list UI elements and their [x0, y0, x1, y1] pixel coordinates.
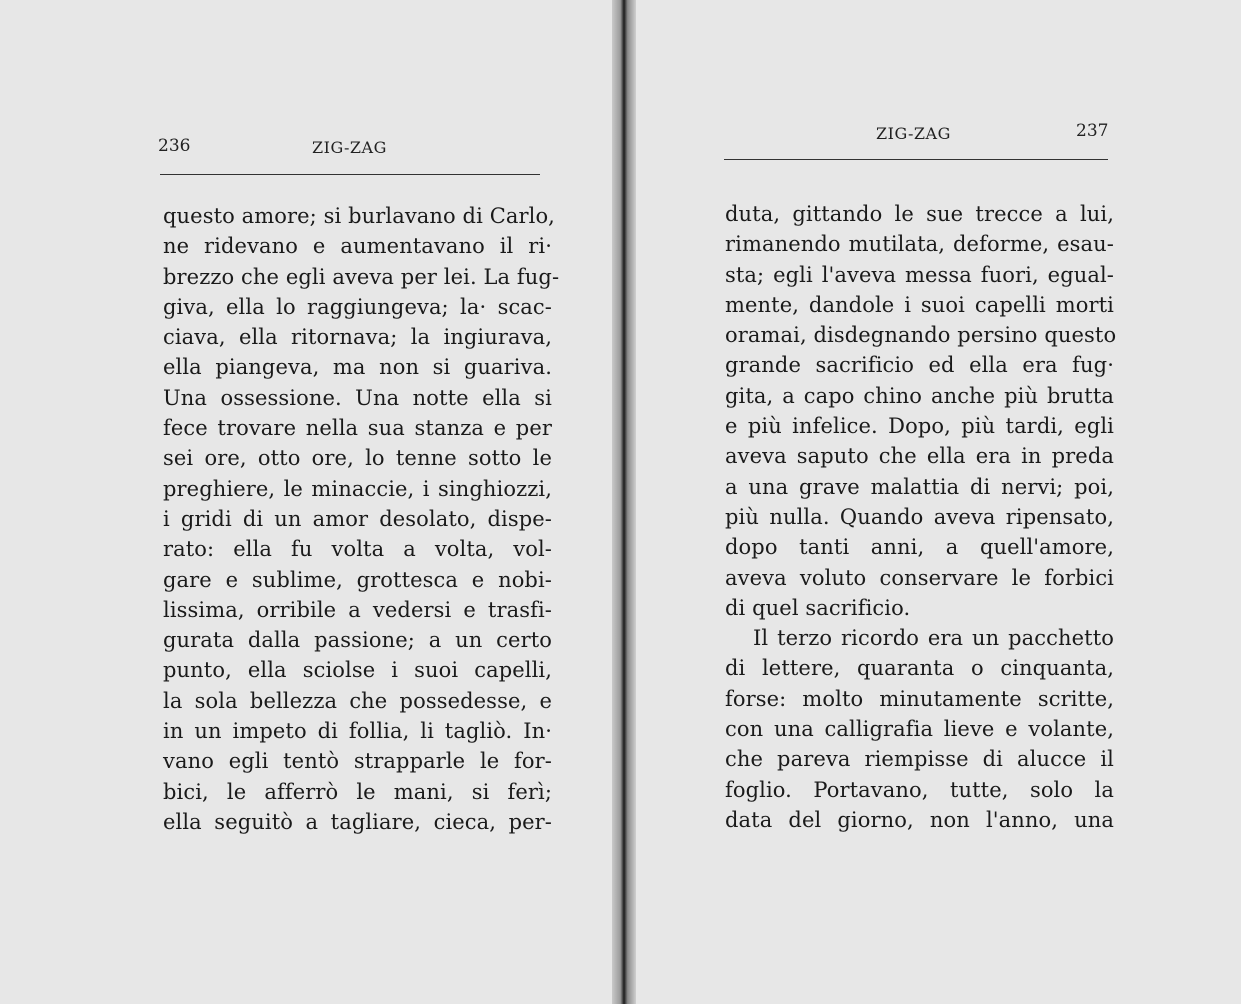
- text-line: più nulla. Quando aveva ripensato,: [725, 504, 1114, 529]
- page-number: 237: [1076, 121, 1109, 141]
- text-line: rato: ella fu volta a volta, vol-: [163, 537, 552, 562]
- text-line: di quel sacrificio.: [725, 595, 911, 620]
- page-body-text: [725, 199, 1117, 835]
- text-line: punto, ella sciolse i suoi capelli,: [163, 658, 552, 683]
- text-line: oramai, disdegnando persino questo: [725, 323, 1117, 348]
- text-line: che pareva riempisse di alucce il: [725, 747, 1114, 772]
- text-line: gurata dalla passione; a un certo: [163, 628, 552, 653]
- running-head: ZIG-ZAG: [312, 138, 387, 157]
- running-head: ZIG-ZAG: [876, 124, 951, 143]
- text-line: la sola bellezza che possedesse, e: [163, 688, 552, 713]
- text-line: a una grave malattia di nervi; poi,: [725, 474, 1114, 499]
- text-line: con una calligrafia lieve e volante,: [725, 717, 1114, 742]
- text-line: bici, le afferrò le mani, si ferì;: [163, 779, 552, 804]
- text-line: dopo tanti anni, a quell'amore,: [725, 535, 1114, 560]
- text-line: foglio. Portavano, tutte, solo la: [725, 777, 1114, 802]
- right-page: [636, 0, 1241, 1004]
- text-line: i gridi di un amor desolato, dispe-: [163, 506, 552, 531]
- text-line: questo amore; si burlavano di Carlo,: [163, 204, 555, 228]
- text-line: ne ridevano e aumentavano il ri·: [163, 234, 552, 259]
- left-page: [0, 0, 612, 1004]
- text-line: gita, a capo chino anche più brutta: [725, 383, 1114, 408]
- text-line: brezzo che egli aveva per lei. La fug-: [163, 264, 560, 289]
- text-line: Il terzo ricordo era un pacchetto: [753, 626, 1114, 651]
- text-line: vano egli tentò strapparle le for-: [163, 749, 552, 774]
- text-line: giva, ella lo raggiungeva; la· scac-: [163, 294, 552, 319]
- text-line: grande sacrificio ed ella era fug·: [725, 353, 1114, 378]
- text-line: gare e sublime, grottesca e nobi-: [163, 567, 552, 592]
- text-line: ciava, ella ritornava; la ingiurava,: [163, 325, 552, 350]
- text-line: forse: molto minutamente scritte,: [725, 686, 1114, 711]
- text-line: lissima, orribile a vedersi e trasfi-: [163, 597, 552, 622]
- header-rule: [160, 174, 540, 175]
- text-line: sei ore, otto ore, lo tenne sotto le: [163, 446, 552, 471]
- text-line: e più infelice. Dopo, più tardi, egli: [725, 414, 1114, 439]
- text-line: preghiere, le minaccie, i singhiozzi,: [163, 476, 552, 501]
- text-line: duta, gittando le sue trecce a lui,: [725, 202, 1114, 226]
- text-line: di lettere, quaranta o cinquanta,: [725, 656, 1114, 681]
- page-body-text: [163, 201, 560, 837]
- text-line: rimanendo mutilata, deforme, esau-: [725, 232, 1114, 257]
- header-rule: [724, 159, 1108, 160]
- text-line: in un impeto di follia, li tagliò. In·: [163, 719, 552, 744]
- text-line: Una ossessione. Una notte ella si: [163, 385, 552, 410]
- text-line: data del giorno, non l'anno, una: [725, 807, 1114, 832]
- page-number: 236: [158, 136, 191, 156]
- text-line: aveva voluto conservare le forbici: [725, 565, 1114, 590]
- text-line: fece trovare nella sua stanza e per: [163, 416, 552, 441]
- text-line: ella seguitò a tagliare, cieca, per-: [163, 809, 552, 834]
- text-line: aveva saputo che ella era in preda: [725, 444, 1114, 469]
- text-line: mente, dandole i suoi capelli morti: [725, 292, 1114, 317]
- text-line: sta; egli l'aveva messa fuori, egual-: [725, 262, 1114, 287]
- book-gutter: [612, 0, 636, 1004]
- text-line: ella piangeva, ma non si guariva.: [163, 355, 552, 380]
